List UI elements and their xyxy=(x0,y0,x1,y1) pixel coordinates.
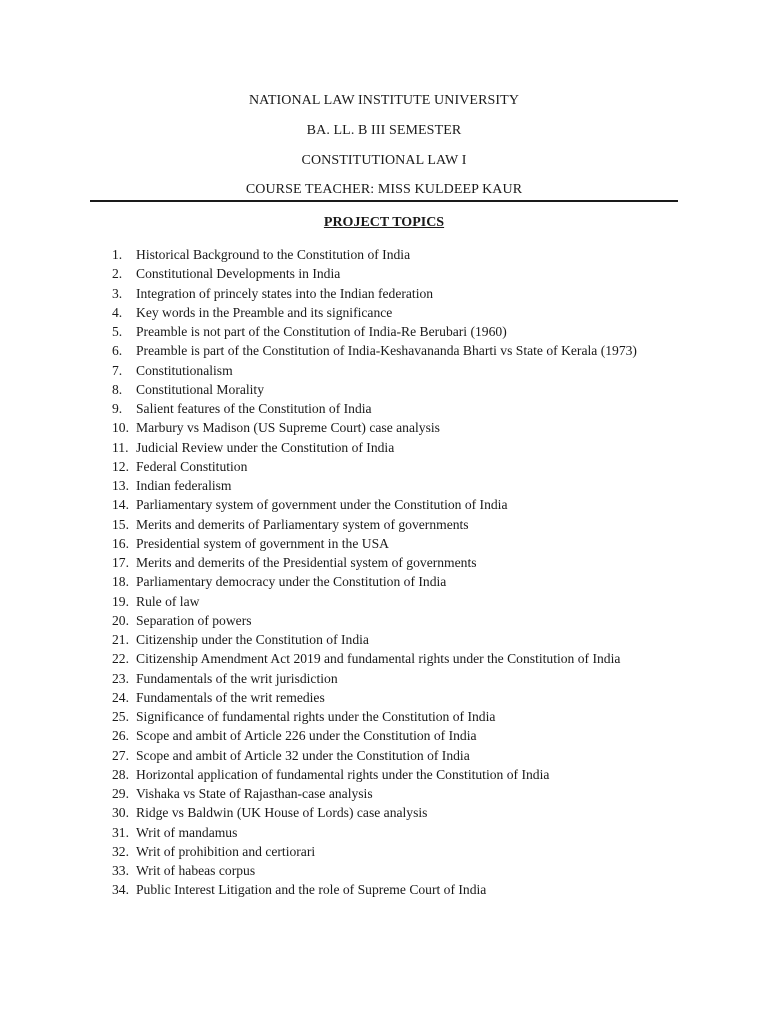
list-item-text: Constitutional Morality xyxy=(136,381,265,397)
list-item-text: Key words in the Preamble and its significance xyxy=(136,304,393,320)
list-item xyxy=(112,264,678,283)
list-item-number: 21. xyxy=(112,632,129,647)
header-divider xyxy=(90,200,678,202)
list-item xyxy=(112,880,678,899)
list-item-text: Integration of princely states into the Indian federation xyxy=(136,285,434,301)
list-item-text: Scope and ambit of Article 32 under the Constitution of India xyxy=(136,747,470,763)
list-item-text: Vishaka vs State of Rajasthan-case analysis xyxy=(136,786,373,801)
list-item-number: 30. xyxy=(112,805,129,821)
list-item xyxy=(112,803,678,822)
list-item xyxy=(112,746,678,765)
list-item xyxy=(112,669,678,688)
list-item-text: Salient features of the Constitution of India xyxy=(136,401,372,416)
list-item-number: 29. xyxy=(112,786,129,801)
program-semester: BA. LL. B III SEMESTER xyxy=(306,123,462,138)
list-item-number: 3. xyxy=(112,285,123,301)
list-item-number: 16. xyxy=(112,535,129,551)
list-item-text: Scope and ambit of Article 226 under the Constitution of India xyxy=(136,728,477,744)
course-name: CONSTITUTIONAL LAW I xyxy=(301,153,467,168)
list-item-text: Ridge vs Baldwin (UK House of Lords) case analysis xyxy=(136,805,428,821)
list-item-text: Citizenship Amendment Act 2019 and fundamental rights under the Constitution of India xyxy=(136,651,621,667)
list-item xyxy=(112,611,678,630)
list-item-text: Constitutionalism xyxy=(136,362,233,378)
list-item xyxy=(112,842,678,861)
list-item-number: 32. xyxy=(112,843,129,859)
list-item-number: 11. xyxy=(112,439,129,455)
topic-list xyxy=(112,245,678,900)
list-item-number: 26. xyxy=(112,728,129,744)
list-item xyxy=(112,765,678,784)
list-item-number: 34. xyxy=(112,882,129,898)
list-item-number: 9. xyxy=(112,401,123,416)
list-item xyxy=(112,303,678,322)
list-item-text: Significance of fundamental rights under the Constitution of India xyxy=(136,709,496,724)
list-item-text: Merits and demerits of Parliamentary system of governments xyxy=(136,516,469,532)
list-item-number: 17. xyxy=(112,555,129,570)
list-item xyxy=(112,457,678,476)
list-item-number: 18. xyxy=(112,574,129,590)
list-item xyxy=(112,649,678,668)
list-item xyxy=(112,572,678,591)
list-item-number: 15. xyxy=(112,516,129,532)
list-item-number: 33. xyxy=(112,863,129,878)
list-item xyxy=(112,476,678,495)
list-item-text: Horizontal application of fundamental rights under the Constitution of India xyxy=(136,766,550,782)
list-item-number: 14. xyxy=(112,497,129,513)
list-item xyxy=(112,823,678,842)
list-item xyxy=(112,861,678,880)
course-teacher: COURSE TEACHER: MISS KULDEEP KAUR xyxy=(245,182,523,197)
list-item-text: Writ of prohibition and certiorari xyxy=(136,843,316,859)
list-item-text: Marbury vs Madison (US Supreme Court) case analysis xyxy=(136,420,440,436)
list-item-number: 5. xyxy=(112,324,123,339)
list-item-text: Rule of law xyxy=(136,593,200,609)
list-item-text: Writ of habeas corpus xyxy=(136,863,256,878)
section-title: PROJECT TOPICS xyxy=(323,215,445,230)
list-item-text: Historical Background to the Constitution of India xyxy=(136,247,411,262)
list-item-text: Public Interest Litigation and the role of Supreme Court of India xyxy=(136,882,487,898)
list-item-number: 13. xyxy=(112,478,129,493)
list-item xyxy=(112,245,678,264)
list-item-number: 20. xyxy=(112,612,129,628)
list-item-text: Federal Constitution xyxy=(136,458,248,474)
list-item-text: Preamble is part of the Constitution of India-Keshavananda Bharti vs State of Kerala (1973) xyxy=(136,343,637,359)
list-item-text: Presidential system of government in the USA xyxy=(136,535,389,551)
list-item xyxy=(112,726,678,745)
list-item-number: 4. xyxy=(112,304,123,320)
list-item-number: 12. xyxy=(112,458,129,474)
list-item-number: 1. xyxy=(112,247,123,262)
list-item xyxy=(112,399,678,418)
list-item-text: Parliamentary democracy under the Constitution of India xyxy=(136,574,447,590)
list-item-text: Constitutional Developments in India xyxy=(136,266,341,282)
list-item-number: 25. xyxy=(112,709,129,724)
list-item xyxy=(112,418,678,437)
list-item xyxy=(112,341,678,360)
list-item-number: 19. xyxy=(112,593,129,609)
list-item-number: 6. xyxy=(112,343,123,359)
list-item xyxy=(112,534,678,553)
list-item-text: Separation of powers xyxy=(136,612,252,628)
list-item-text: Fundamentals of the writ jurisdiction xyxy=(136,670,338,686)
list-item-number: 10. xyxy=(112,420,129,436)
list-item xyxy=(112,380,678,399)
list-item xyxy=(112,707,678,726)
list-item xyxy=(112,515,678,534)
university-name: NATIONAL LAW INSTITUTE UNIVERSITY xyxy=(248,93,520,108)
list-item-number: 28. xyxy=(112,766,129,782)
list-item xyxy=(112,438,678,457)
list-item xyxy=(112,784,678,803)
list-item-text: Merits and demerits of the Presidential system of governments xyxy=(136,555,477,570)
list-item xyxy=(112,322,678,341)
list-item-number: 24. xyxy=(112,689,129,705)
list-item-text: Preamble is not part of the Constitution of India-Re Berubari (1960) xyxy=(136,324,507,339)
list-item-text: Judicial Review under the Constitution of India xyxy=(136,439,395,455)
list-item-text: Parliamentary system of government under the Constitution of India xyxy=(136,497,508,513)
list-item-number: 8. xyxy=(112,381,123,397)
list-item-text: Fundamentals of the writ remedies xyxy=(136,689,325,705)
list-item-number: 31. xyxy=(112,824,129,840)
list-item xyxy=(112,592,678,611)
list-item-number: 27. xyxy=(112,747,129,763)
list-item-number: 7. xyxy=(112,362,123,378)
list-item xyxy=(112,361,678,380)
list-item xyxy=(112,284,678,303)
list-item xyxy=(112,688,678,707)
list-item xyxy=(112,553,678,572)
list-item xyxy=(112,630,678,649)
list-item xyxy=(112,495,678,514)
list-item-number: 2. xyxy=(112,266,123,282)
list-item-number: 22. xyxy=(112,651,129,667)
list-item-text: Citizenship under the Constitution of India xyxy=(136,632,369,647)
list-item-text: Indian federalism xyxy=(136,478,232,493)
list-item-text: Writ of mandamus xyxy=(136,824,238,840)
list-item-number: 23. xyxy=(112,670,129,686)
